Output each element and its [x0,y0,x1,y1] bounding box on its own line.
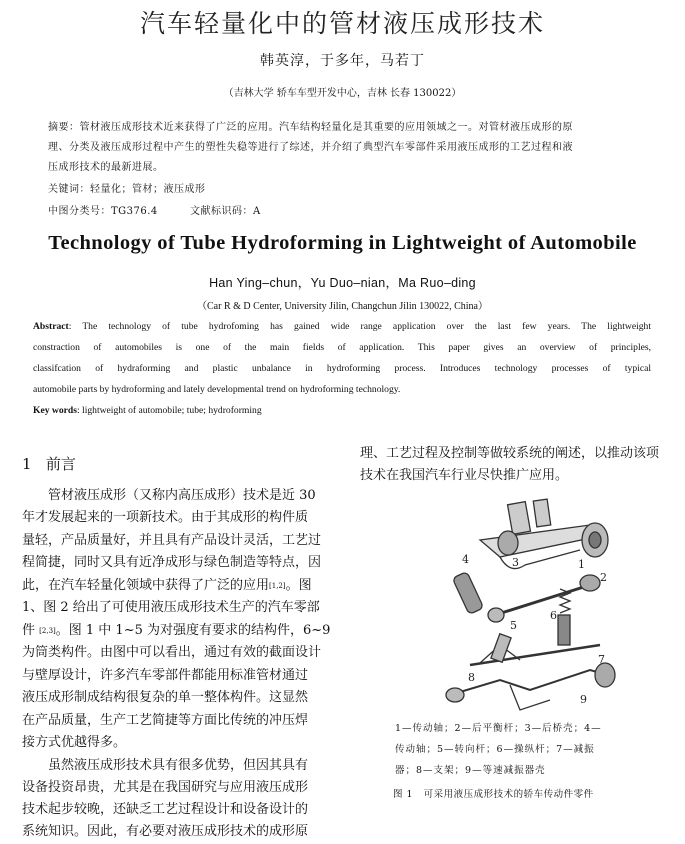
abstract-cn-line: 摘要：管材液压成形技术近来获得了广泛的应用。汽车结构轻量化是其重要的应用领域之一。对管材液压成形的原 [48,122,573,133]
body-line: 管材液压成形（又称内高压成形）技术是近 30 [48,488,316,503]
figure-caption: 图 1 可采用液压成形技术的轿车传动件零件 [393,789,594,800]
figure-label: 4 [462,553,469,566]
authors-cn: 韩英淳，于多年，马若丁 [260,53,425,69]
body-line: 系统知识。因此，有必要对液压成形技术的成形原 [22,824,309,839]
figure-label: 5 [510,619,517,632]
abstract-en-line: automobile parts by hydroforming and lately developmental trend on hydroforming technology. [33,384,401,395]
classification-number: 中图分类号：TG376.4 [48,206,158,217]
body-line: 在产品质量，生产工艺简捷等方面比传统的冲压焊 [22,713,309,728]
body-line: 液压成形制成结构很复杂的单一整体构件。这显然 [22,690,309,705]
abstract-en-line: Abstract: The technology of tube hydrofoming has gained wide range application over the last few years. The lightweight [33,321,651,332]
figure-drivetrain-illustration [440,495,625,720]
body-line: 技术起步较晚，还缺乏工艺过程设计和设备设计的 [22,802,309,817]
affiliation-cn: （吉林大学 轿车车型开发中心，吉林 长春 130022） [223,88,462,99]
figure-label: 2 [600,571,607,584]
abstract-en-line: constraction of automobiles is one of the main fields of application. This paper gives an overview of principles, [33,342,651,353]
body-line: 为筒类构件。由图中可以看出，通过有效的截面设计 [22,645,322,660]
citation: [2,3] [39,627,56,635]
keywords-label: Key words [33,405,77,416]
abstract-label: Abstract [33,321,69,332]
body-line: 与壁厚设计，许多汽车零部件都能用标准管材通过 [22,668,309,683]
body-line: 程简捷，同时又具有近净成形与绿色制造等特点，因 [22,555,322,570]
body-line: 技术在我国汽车行业尽快推广应用。 [360,468,569,483]
paper-title-en: Technology of Tube Hydroforming in Lightweight of Automobile [48,232,637,254]
body-line: 设备投资昂贵，尤其是在我国研究与应用液压成形 [22,780,309,795]
keywords-en: Key words: lightweight of automobile; tube; hydroforming [33,405,262,416]
figure-legend-line: 器；8—支架；9—等速减振器壳 [395,765,546,776]
authors-en: Han Ying–chun，Yu Duo–nian，Ma Ruo–ding [209,276,476,290]
figure-label: 1 [578,558,585,571]
affiliation-en: （Car R & D Center, University Jilin, Changchun Jilin 130022, China） [197,301,488,312]
figure-label: 6 [550,609,557,622]
body-line: 1、图 2 给出了可使用液压成形技术生产的汽车零部 [22,600,320,615]
body-line: 件 [2,3]。图 1 中 1~5 为对强度有要求的结构件，6~9 [22,623,331,638]
figure-label: 3 [512,556,519,569]
abstract-cn-line: 压成形技术的最新进展。 [48,162,164,173]
body-line: 量轻，产品质量好，并且具有产品设计灵活，工艺过 [22,533,322,548]
figure-label: 9 [580,693,587,706]
figure-label: 7 [598,653,605,666]
figure-legend-line: 传动轴；5—转向杆；6—操纵杆；7—减振 [395,744,595,755]
citation: [1,2] [269,582,286,590]
abstract-en-line: classifcation of hydraforming and plastic unbalance in hydroforming process. Introduces technology processes of typical [33,363,651,374]
body-line: 接方式优越得多。 [22,735,127,750]
figure-label: 8 [468,671,475,684]
paper-title-cn: 汽车轻量化中的管材液压成形技术 [139,9,545,38]
body-line: 此，在汽车轻量化领域中获得了广泛的应用[1,2]。图 [22,578,312,593]
section-heading: 1 前言 [22,455,76,473]
document-code: 文献标识码：A [190,206,261,217]
body-line: 虽然液压成形技术具有很多优势，但因其具有 [48,758,309,773]
figure-legend-line: 1—传动轴；2—后平衡杆；3—后桥壳；4— [395,723,602,734]
body-line: 年才发展起来的一项新技术。由于其成形的构件质 [22,510,309,525]
abstract-cn-line: 理、分类及液压成形过程中产生的塑性失稳等进行了综述，并介绍了典型汽车零部件采用液压成形的工艺过程和液 [48,142,573,153]
keywords-cn: 关键词：轻量化；管材；液压成形 [48,184,206,195]
body-line: 理、工艺过程及控制等做较系统的阐述，以推动该项 [360,446,660,461]
